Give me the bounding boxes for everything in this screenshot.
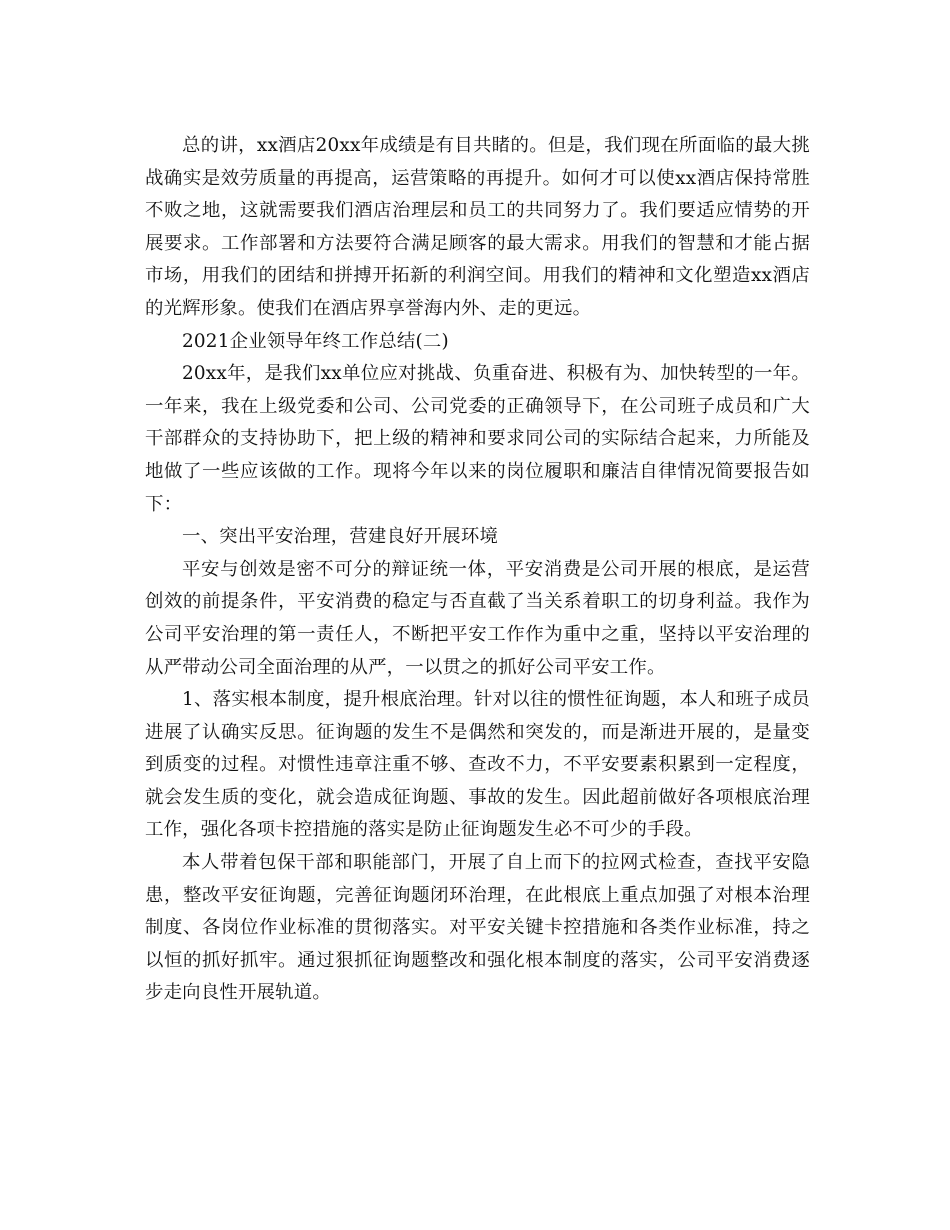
section-title: 2021企业领导年终工作总结(二) bbox=[182, 330, 449, 352]
paragraph-safety-overview: 平安与创效是密不可分的辩证统一体，平安消费是公司开展的根底，是运营创效的前提条件，平安消费的稳定与否直截了当关系着职工的切身利益。我作为公司平安治理的第一责任人，不断把平安工作作为重中之重，坚持以平安治理的从严带动公司全面治理的从严，一以贯之的抓好公司平安工作。 bbox=[145, 558, 810, 678]
heading-safety-management: 一、突出平安治理，营建良好开展环境 bbox=[182, 526, 499, 548]
document-page bbox=[145, 130, 810, 1010]
paragraph-basic-system: 1、落实根本制度，提升根底治理。针对以往的惯性征询题，本人和班子成员进展了认确实反思。征询题的发生不是偶然和突发的，而是渐进开展的，是量变到质变的过程。对惯性违章注重不够、查改不力，不平安要素积累到一定程度，就会发生质的变化，就会造成征询题、事故的发生。因此超前做好各项根底治理工作，强化各项卡控措施的落实是防止征询题发生必不可少的手段。 bbox=[145, 689, 810, 841]
paragraph-inspection: 本人带着包保干部和职能部门，开展了自上而下的拉网式检查，查找平安隐患，整改平安征询题，完善征询题闭环治理，在此根底上重点加强了对根本治理制度、各岗位作业标准的贯彻落实。对平安关键卡控措施和各类作业标准，持之以恒的抓好抓牢。通过狠抓征询题整改和强化根本制度的落实，公司平安消费逐步走向良性开展轨道。 bbox=[145, 852, 810, 1004]
paragraph-annual-intro: 20xx年，是我们xx单位应对挑战、负重奋进、积极有为、加快转型的一年。一年来，我在上级党委和公司、公司党委的正确领导下，在公司班子成员和广大干部群众的支持协助下，把上级的精神和要求同公司的实际结合起来，力所能及地做了一些应该做的工作。现将今年以来的岗位履职和廉洁自律情况简要报告如下： bbox=[145, 363, 810, 515]
paragraph-hotel-summary: 总的讲，xx酒店20xx年成绩是有目共睹的。但是，我们现在所面临的最大挑战确实是效劳质量的再提高，运营策略的再提升。如何才可以使xx酒店保持常胜不败之地，这就需要我们酒店治理层和员工的共同努力了。我们要适应情势的开展要求。工作部署和方法要符合满足顾客的最大需求。用我们的智慧和才能占据市场，用我们的团结和拼搏开拓新的利润空间。用我们的精神和文化塑造xx酒店的光辉形象。使我们在酒店界享誉海内外、走的更远。 bbox=[145, 135, 810, 319]
